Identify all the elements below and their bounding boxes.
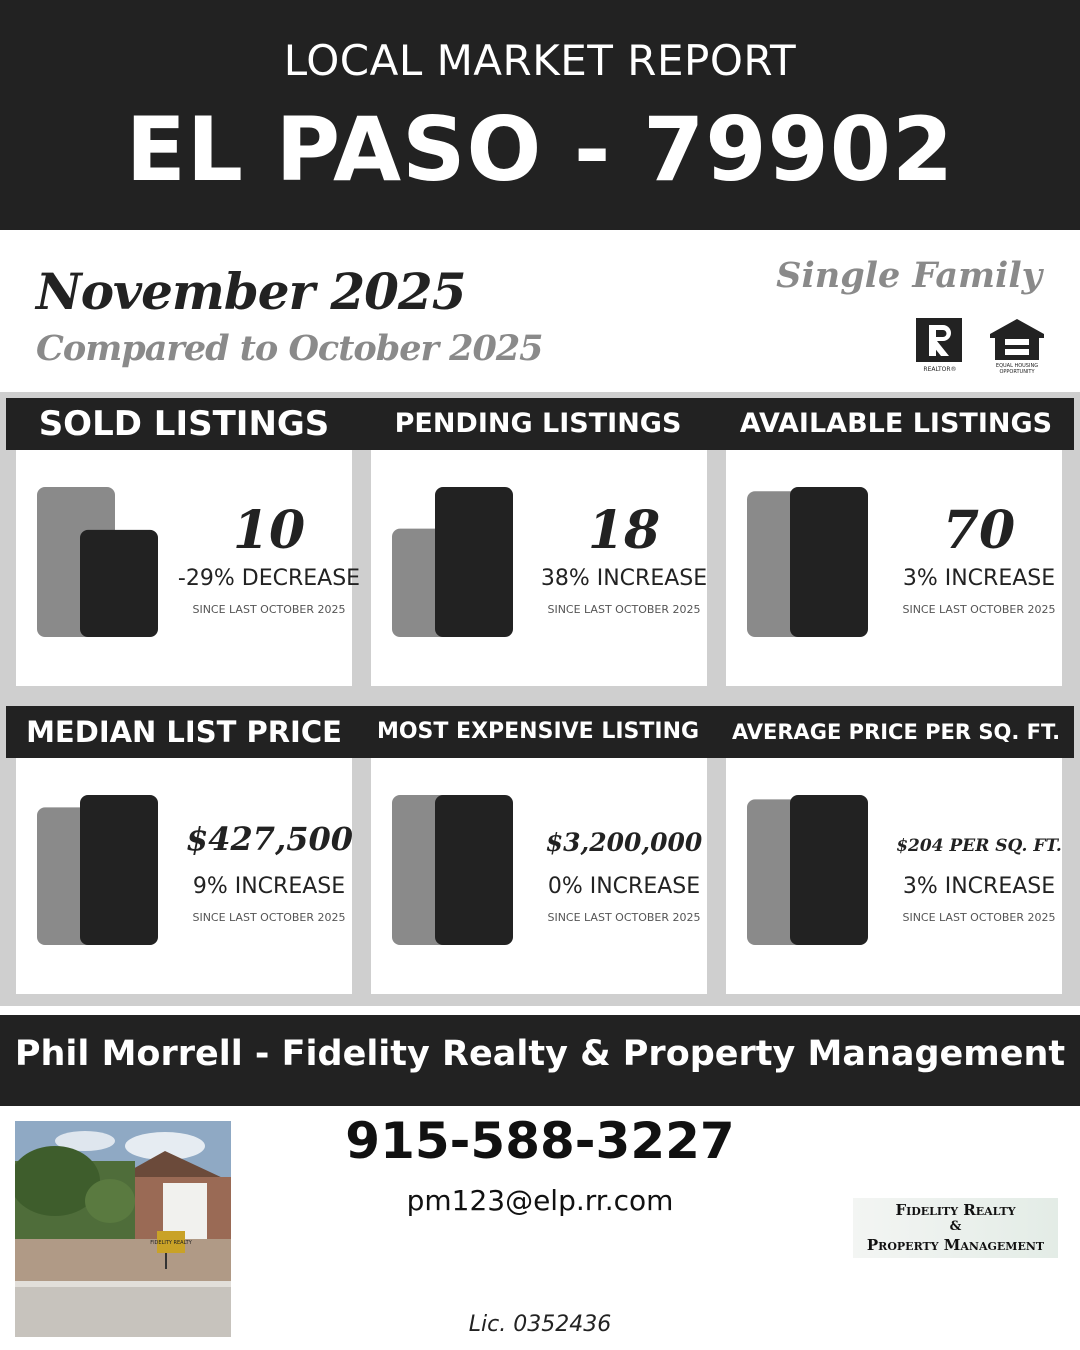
stat-change: 3% INCREASE	[902, 566, 1056, 591]
comparison-bars	[746, 486, 870, 638]
comparison-bars	[746, 794, 870, 946]
report-month: November 2025	[36, 262, 466, 321]
stat-title: PENDING LISTINGS	[394, 408, 682, 439]
current-period-bar	[435, 487, 513, 637]
comparison-period: Compared to October 2025	[36, 328, 543, 369]
brokerage-logo	[853, 1198, 1058, 1258]
report-header	[0, 0, 1080, 230]
stat-value: $3,200,000	[545, 828, 703, 857]
property-type: Single Family	[776, 255, 1042, 296]
brokerage-line-1: Fidelity Realty	[895, 1201, 1016, 1219]
stat-since: SINCE LAST OCTOBER 2025	[192, 603, 346, 616]
stat-change: 0% INCREASE	[547, 874, 701, 899]
stats-panel	[0, 392, 1080, 1006]
stat-value: 18	[587, 500, 661, 561]
realtor-r-icon	[912, 316, 970, 374]
stat-since: SINCE LAST OCTOBER 2025	[547, 911, 701, 924]
agent-email[interactable]: pm123@elp.rr.com	[406, 1184, 674, 1217]
current-period-bar	[80, 530, 158, 637]
comparison-bars	[391, 486, 515, 638]
comparison-bars	[36, 486, 160, 638]
current-period-bar	[790, 487, 868, 637]
agent-name: Phil Morrell - Fidelity Realty & Property Management	[14, 1034, 1066, 1074]
stat-since: SINCE LAST OCTOBER 2025	[192, 911, 346, 924]
report-subtitle: LOCAL MARKET REPORT	[283, 36, 797, 85]
stat-card-sold	[16, 450, 361, 686]
stat-title: MEDIAN LIST PRICE	[26, 715, 342, 749]
stat-value: 70	[942, 500, 1016, 561]
stats-band-top	[6, 398, 1074, 450]
stat-value: $427,500	[186, 820, 353, 858]
stat-change: 38% INCREASE	[540, 566, 708, 591]
house-photo	[15, 1121, 231, 1337]
agent-phone[interactable]: 915-588-3227	[345, 1112, 735, 1170]
photo-sign-text: FIDELITY REALTY	[150, 1240, 192, 1246]
realtor-text: REALTOR®	[923, 366, 957, 373]
stat-value: $204 PER SQ. FT.	[896, 836, 1062, 856]
stat-value: 10	[232, 500, 306, 561]
agent-banner	[0, 1015, 1080, 1106]
stat-title: AVERAGE PRICE PER SQ. FT.	[731, 720, 1061, 744]
stat-card-available	[726, 450, 1062, 686]
stat-title: SOLD LISTINGS	[38, 404, 330, 444]
stat-title: AVAILABLE LISTINGS	[739, 408, 1053, 439]
eho-text-1: EQUAL HOUSING	[995, 363, 1039, 369]
equal-housing-icon	[986, 316, 1048, 374]
stat-card-most-expensive	[371, 758, 707, 994]
stat-since: SINCE LAST OCTOBER 2025	[547, 603, 701, 616]
eho-text-2: OPPORTUNITY	[999, 369, 1035, 374]
stat-card-pending	[371, 450, 707, 686]
stat-change: 9% INCREASE	[192, 874, 346, 899]
brokerage-line-2: &	[949, 1219, 962, 1234]
stat-change: 3% INCREASE	[902, 874, 1056, 899]
comparison-bars	[36, 794, 160, 946]
stat-since: SINCE LAST OCTOBER 2025	[902, 911, 1056, 924]
current-period-bar	[790, 795, 868, 945]
current-period-bar	[435, 795, 513, 945]
comparison-bars	[391, 794, 515, 946]
stat-title: MOST EXPENSIVE LISTING	[376, 719, 700, 744]
current-period-bar	[80, 795, 158, 945]
brokerage-line-3: Property Management	[866, 1236, 1045, 1254]
stats-band-bottom	[6, 706, 1074, 758]
stat-since: SINCE LAST OCTOBER 2025	[902, 603, 1056, 616]
stat-card-price-per-sqft	[726, 758, 1062, 994]
report-title: EL PASO - 79902	[125, 98, 955, 201]
stat-card-median-price	[16, 758, 352, 994]
agent-license: Lic. 0352436	[468, 1312, 612, 1337]
stat-change: -29% DECREASE	[177, 566, 361, 591]
